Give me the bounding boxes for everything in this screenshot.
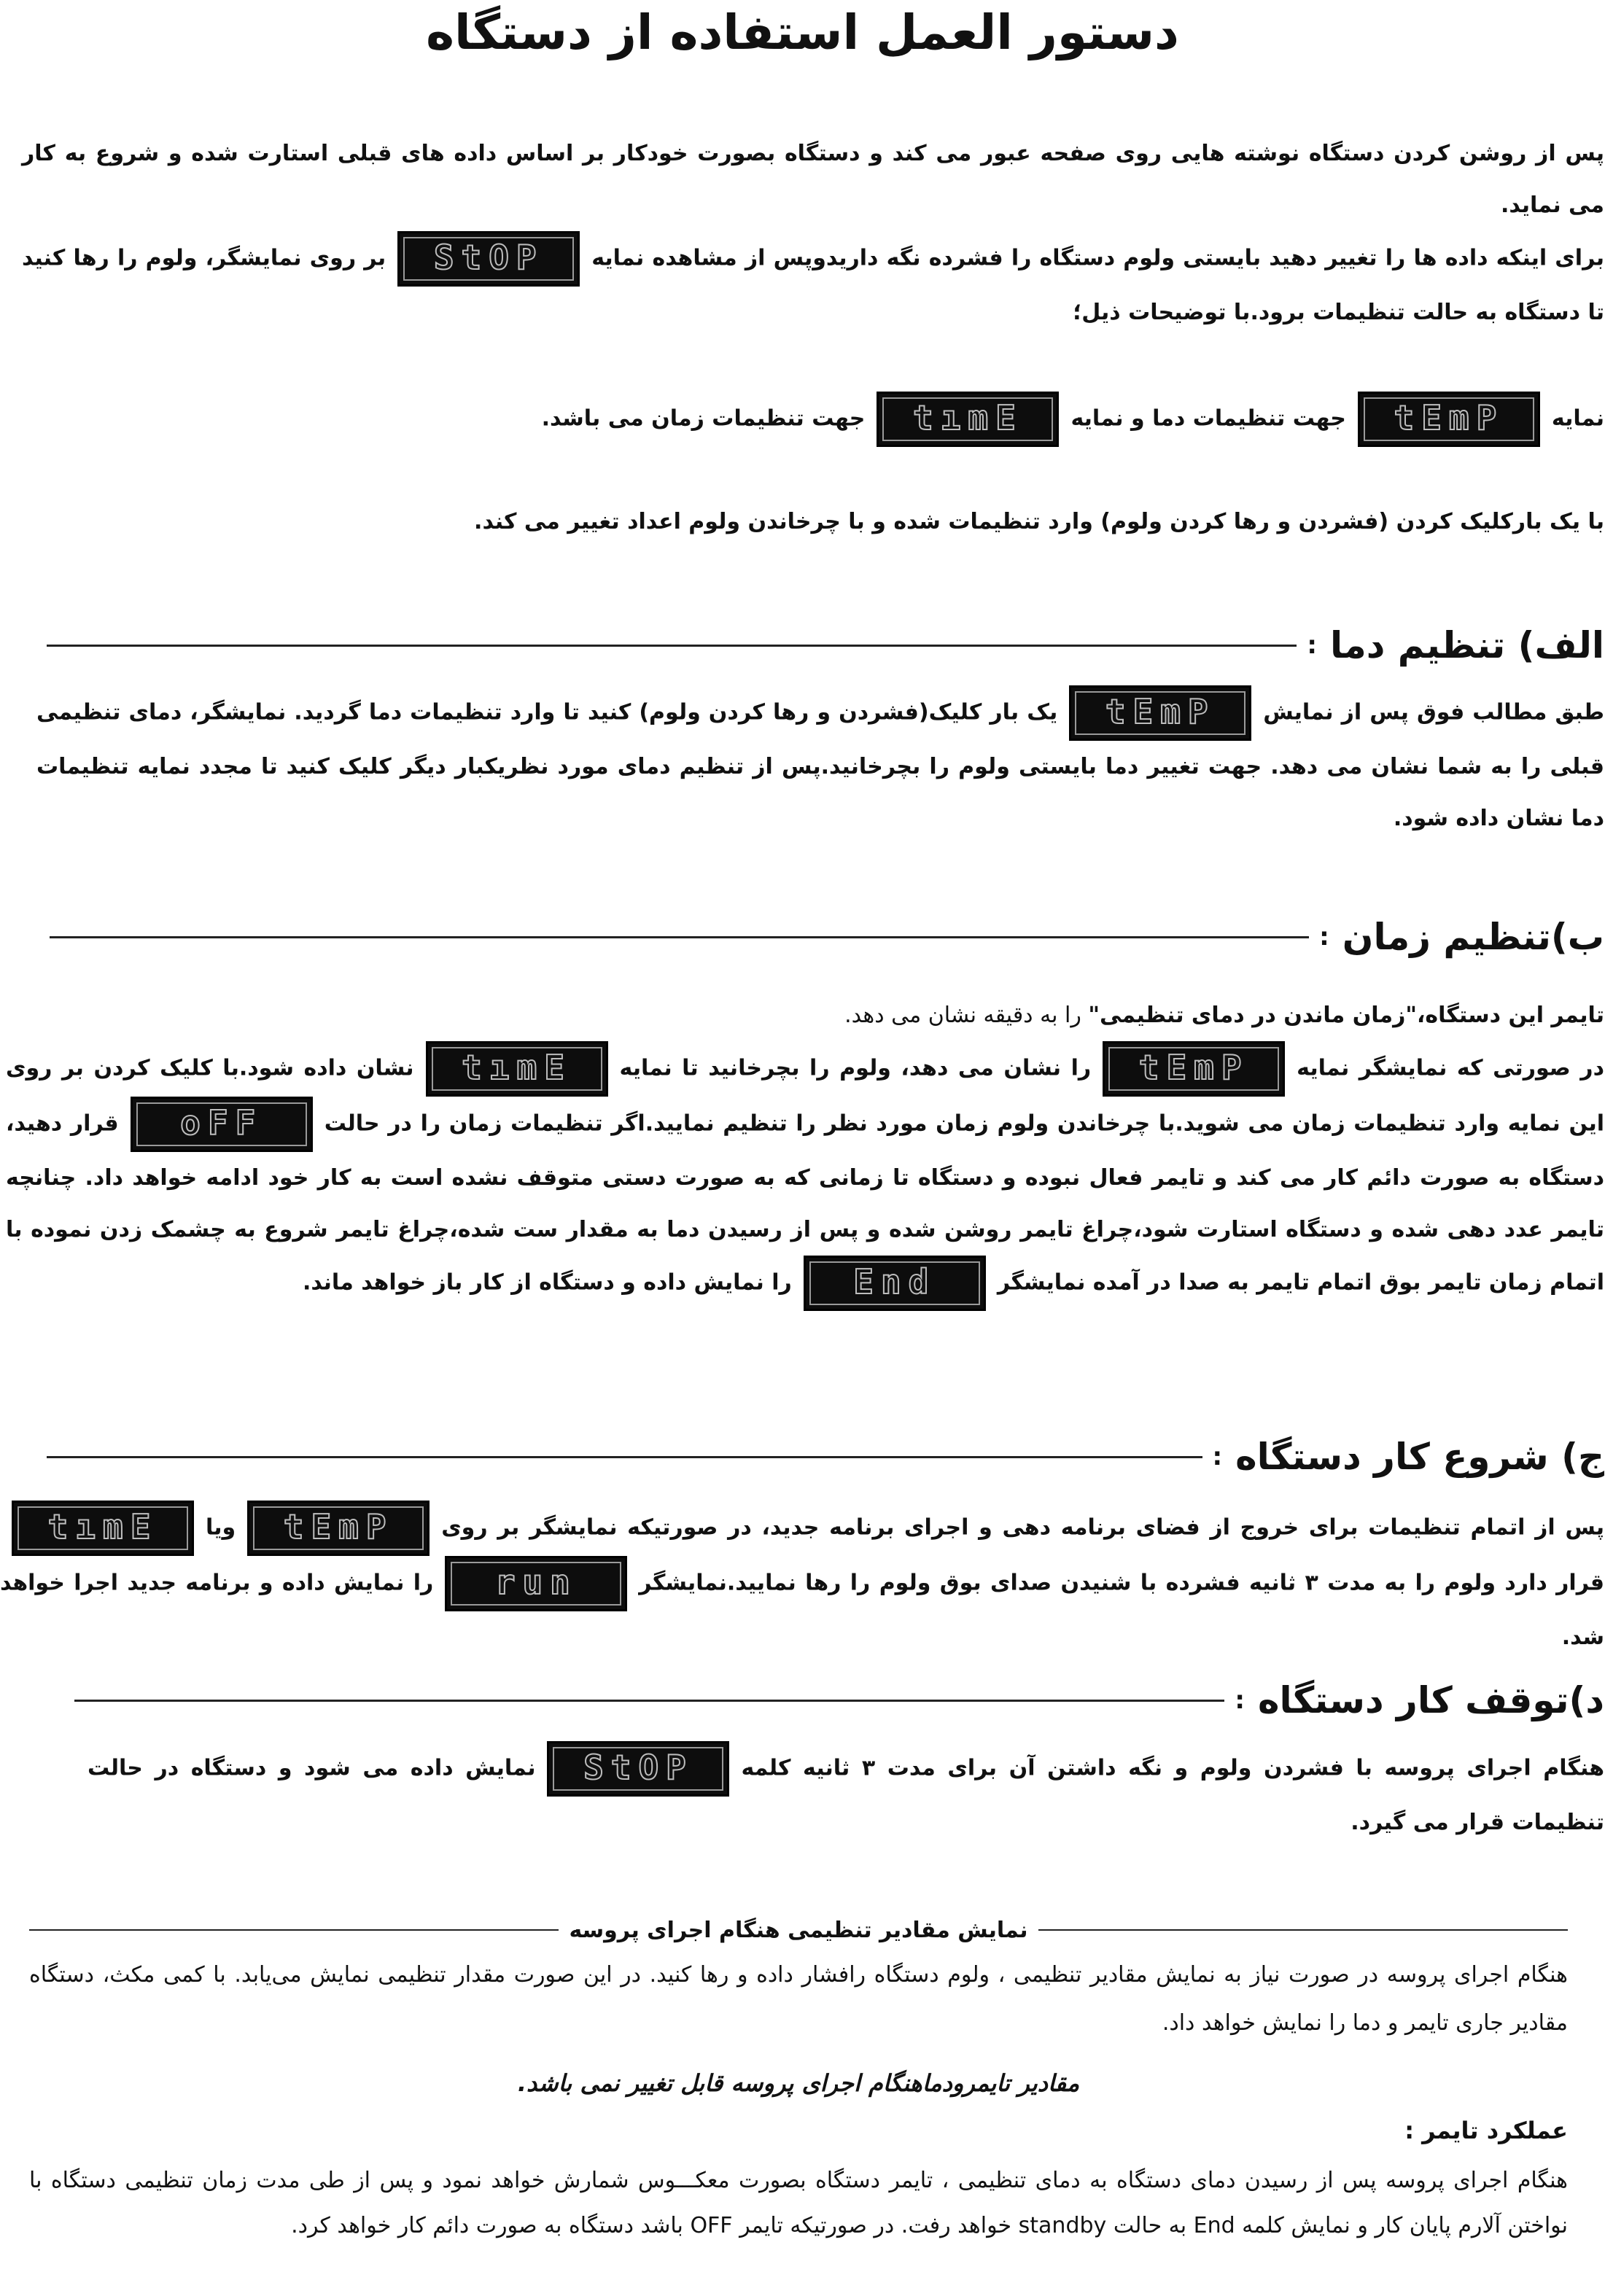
section-b-timer-definition: تایمر این دستگاه،"زمان ماندن در دمای تنظیمی": [1088, 1003, 1604, 1028]
section-b-title: ب)تنظیم زمان: [1342, 916, 1604, 958]
section-d-heading: [74, 1671, 1604, 1729]
intro-text-3c: جهت تنظیمات زمان می باشد.: [541, 405, 866, 432]
timer-section-text: هنگام اجرای پروسه پس از رسیدن دمای دستگاه به دمای تنظیمی ، تایمر دستگاه بصورت معکـــوس شمارش خواهد نمود و پس از طی مدت زمان تنظیمی دستگاه با نواختن آلارم پایان کار و نمایش کلمه End به حالت standby خواهد رفت. در صورتیکه تایمر OFF باشد دستگاه به صورت دائم کار خواهد کرد.: [29, 2168, 1568, 2238]
display-section-title: نمایش مقادیر تنظیمی هنگام اجرای پروسه: [569, 1917, 1028, 1943]
section-d-rule: [74, 1700, 1224, 1702]
section-d-text-b: نمایش داده می شود و دستگاه در حالت تنظیمات قرار می گیرد.: [88, 1755, 1604, 1835]
section-c-title: ج) شروع کار دستگاه: [1235, 1436, 1604, 1478]
display-section-rule-right: [1038, 1929, 1568, 1931]
lcd-temp-display: tEmP: [1103, 1041, 1285, 1097]
section-c-heading: [47, 1428, 1604, 1486]
lcd-time-display: tımE: [12, 1501, 194, 1556]
section-a-colon: :: [1307, 631, 1317, 660]
intro-text-2b: بر روی نمایشگر، ولوم را رها کنید تا دستگاه به حالت تنظیمات برود.با توضیحات ذیل؛: [22, 245, 1604, 325]
display-section-note: مقادیر تایمرودماهنگام اجرای پروسه قابل تغییر نمی باشد.: [517, 2069, 1080, 2097]
lcd-run-display: run: [445, 1556, 627, 1611]
section-b-text-d: قرار دهید، دستگاه به صورت دائم کار می کند و تایمر فعال نبوده و دستگاه تا زمانی که به صورت دستی متوقف نشده است به کار خود ادامه خواهد داد. چنانچه تایمر عدد دهی شده و دستگاه استارت شود،چراغ تایمر روشن شده و پس از رسیدن دما به مقدار ست شده،چراغ تایمر شروع به چشمک زدن نموده با اتمام زمان تایمر بوق اتمام تایمر به صدا در آمده نمایشگر: [6, 1110, 1604, 1296]
section-c-text-a: پس از اتمام تنظیمات برای خروج از فضای برنامه دهی و اجرای برنامه جدید، در صورتیکه نمایشگر بر روی: [441, 1514, 1604, 1541]
intro-text-1: پس از روشن کردن دستگاه نوشته هایی روی صفحه عبور می کند و دستگاه بصورت خودکار بر اساس داده های قبلی استارت شده و شروع به کار می نماید.: [22, 141, 1604, 218]
intro-paragraph: [22, 128, 1604, 338]
section-a-text: [36, 685, 1604, 844]
section-c-text-c: قرار دارد ولوم را به مدت ۳ ثانیه فشرده با شنیدن صدای بوق ولوم را رها نمایید.نمایشگر: [639, 1570, 1604, 1596]
section-a-text-2: یک بار کلیک(فشردن و رها کردن ولوم) کنید تا وارد تنظیمات دما گردید. نمایشگر، دمای تنظیمی قبلی را به شما نشان می دهد. جهت تغییر دما بایستی ولوم را بچرخانید.پس از تنظیم دمای مورد نظریکبار دیگر کلیک کنید تا مجدد نمایه تنظیمات دما نشان داده شود.: [36, 699, 1604, 831]
section-a-rule: [47, 645, 1297, 647]
lcd-temp-display: tEmP: [247, 1501, 430, 1556]
lcd-time-display: tımE: [877, 392, 1059, 447]
intro-text-2a: برای اینکه داده ها را تغییر دهید بایستی ولوم دستگاه را فشرده نگه داریدوپس از مشاهده نمایه: [591, 245, 1604, 271]
intro-text-3b: جهت تنظیمات دما و نمایه: [1070, 405, 1346, 432]
section-b-heading: [50, 908, 1604, 966]
section-b-colon: :: [1319, 922, 1329, 952]
lcd-end-display: End: [804, 1256, 986, 1311]
section-c-text: [0, 1501, 1604, 1663]
section-b-text: [6, 989, 1604, 1311]
section-b-text-b: را نشان می دهد، ولوم را بچرخانید تا نمایه: [619, 1055, 1092, 1081]
lcd-time-display: tımE: [426, 1041, 608, 1097]
intro-click-note: با یک بارکلیک کردن (فشردن و رها کردن ولوم) وارد تنظیمات شده و با چرخاندن ولوم اعداد تغییر می کند.: [474, 509, 1604, 534]
section-d-text-a: هنگام اجرای پروسه با فشردن ولوم و نگه داشتن آن برای مدت ۳ ثانیه کلمه: [741, 1755, 1605, 1781]
section-b-text-e: را نمایش داده و دستگاه از کار باز خواهد ماند.: [302, 1269, 792, 1296]
section-a-text-1: طبق مطالب فوق پس از نمایش: [1263, 699, 1604, 725]
display-section-rule-left: [29, 1929, 559, 1931]
section-b-text-c: نشان داده شود.با کلیک کردن بر روی این نمایه وارد تنظیمات زمان می شوید.با چرخاندن ولوم زمان مورد نظر را تنظیم نمایید.اگر تنظیمات زمان را در حالت: [6, 1055, 1604, 1137]
section-d-title: د)توقف کار دستگاه: [1258, 1679, 1604, 1721]
section-d-text: [88, 1741, 1604, 1848]
display-section-text: هنگام اجرای پروسه در صورت نیاز به نمایش مقادیر تنظیمی ، ولوم دستگاه رافشار داده و رها کنید. در این صورت مقدار تنظیمی نمایش می‌یابد. با کمی مکث، دستگاه مقادیر جاری تایمر و دما را نمایش خواهد داد.: [29, 1962, 1568, 2036]
section-b-timer-unit: را به دقیقه نشان می دهد.: [844, 1003, 1089, 1028]
intro-display-modes: [22, 392, 1604, 447]
section-a-title: الف) تنظیم دما: [1329, 624, 1604, 666]
section-a-heading: [47, 616, 1604, 674]
section-c-rule: [47, 1456, 1202, 1458]
section-b-rule: [50, 936, 1309, 938]
section-c-text-d: را نمایش داده و برنامه جدید اجرا خواهد شد.: [0, 1570, 1604, 1650]
lcd-temp-display: tEmP: [1358, 392, 1540, 447]
section-d-colon: :: [1235, 1686, 1245, 1715]
lcd-temp-display: tEmP: [1069, 685, 1251, 741]
page-title: دستور العمل استفاده از دستگاه: [426, 4, 1179, 61]
timer-section-label: عملکرد تایمر :: [1404, 2117, 1568, 2144]
section-b-text-a: در صورتی که نمایشگر نمایه: [1297, 1055, 1604, 1081]
section-c-colon: :: [1212, 1442, 1223, 1471]
section-c-text-b: ویا: [206, 1514, 236, 1541]
display-section-heading: [29, 1912, 1568, 1948]
intro-text-3a: نمایه: [1551, 405, 1604, 432]
lcd-stop-display: StOP: [547, 1741, 729, 1797]
lcd-off-display: oFF: [131, 1097, 313, 1152]
lcd-stop-display: StOP: [397, 231, 580, 287]
